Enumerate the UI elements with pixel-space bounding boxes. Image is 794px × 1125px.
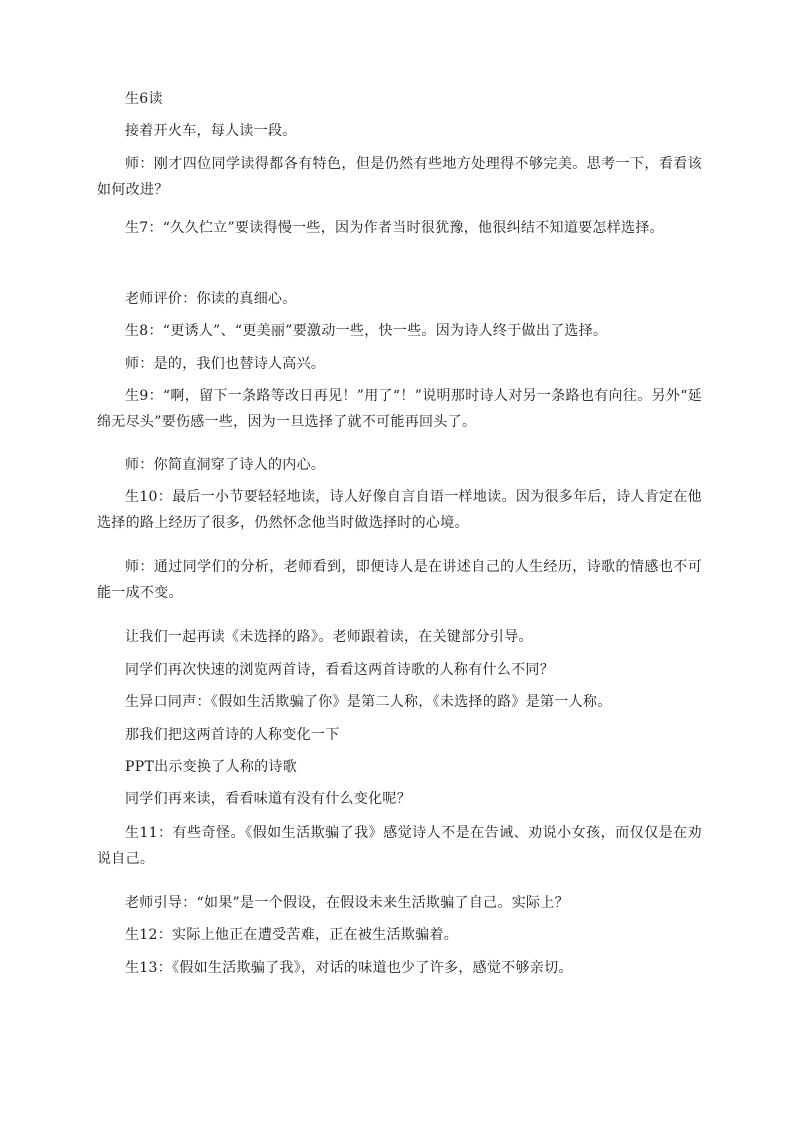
paragraph-20: 生12：实际上他正在遭受苦难，正在被生活欺骗着。 — [125, 927, 459, 943]
paragraph-2: 接着开火车，每人读一段。 — [125, 123, 297, 139]
paragraph-6: 生8：“更诱人”、“更美丽”要激动一些，快一些。因为诗人终于做出了选择。 — [125, 323, 608, 339]
paragraph-8: 生9：“啊，留下一条路等改日再见！”用了“！”说明那时诗人对另一条路也有向往。另外“延绵无尽头”要伤感一些，因为一旦选择了就不可能再回头了。 — [97, 388, 702, 430]
paragraph-14: 生异口同声：《假如生活欺骗了你》是第二人称，《未选择的路》是第一人称。 — [125, 694, 612, 710]
paragraph-3: 师：刚才四位同学读得都各有特色，但是仍然有些地方处理得不够完美。思考一下，看看该如何改进？ — [97, 156, 702, 198]
paragraph-21: 生13：《假如生活欺骗了我》，对话的味道也少了许多，感觉不够亲切。 — [125, 960, 573, 976]
paragraph-15: 那我们把这两首诗的人称变化一下 — [125, 727, 340, 743]
paragraph-17: 同学们再来读，看看味道有没有什么变化呢？ — [125, 791, 411, 807]
paragraph-18: 生11：有些奇怪。《假如生活欺骗了我》感觉诗人不是在告诫、劝说小女孩，而仅仅是在劝说自己。 — [97, 825, 702, 867]
paragraph-19: 老师引导：“如果”是一个假设，在假设未来生活欺骗了自己。实际上？ — [125, 895, 569, 911]
paragraph-4: 生7：“久久伫立”要读得慢一些，因为作者当时很犹豫，他很纠结不知道要怎样选择。 — [125, 220, 664, 236]
paragraph-11: 师：通过同学们的分析，老师看到，即便诗人是在讲述自己的人生经历，诗歌的情感也不可能一成不变。 — [97, 559, 702, 601]
paragraph-12: 让我们一起再读《未选择的路》。老师跟着读，在关键部分引导。 — [125, 629, 533, 645]
paragraph-16: PPT出示变换了人称的诗歌 — [125, 759, 298, 775]
paragraph-7: 师：是的，我们也替诗人高兴。 — [125, 356, 326, 372]
paragraph-10: 生10：最后一小节要轻轻地读，诗人好像自言自语一样地读。因为很多年后，诗人肯定在他选择的路上经历了很多，仍然怀念他当时做选择时的心境。 — [97, 489, 702, 531]
paragraph-5: 老师评价：你读的真细心。 — [125, 291, 297, 307]
paragraph-1: 生6读 — [125, 91, 163, 107]
paragraph-9: 师：你简直洞穿了诗人的内心。 — [125, 457, 326, 473]
paragraph-13: 同学们再次快速的浏览两首诗，看看这两首诗歌的人称有什么不同？ — [125, 662, 554, 678]
